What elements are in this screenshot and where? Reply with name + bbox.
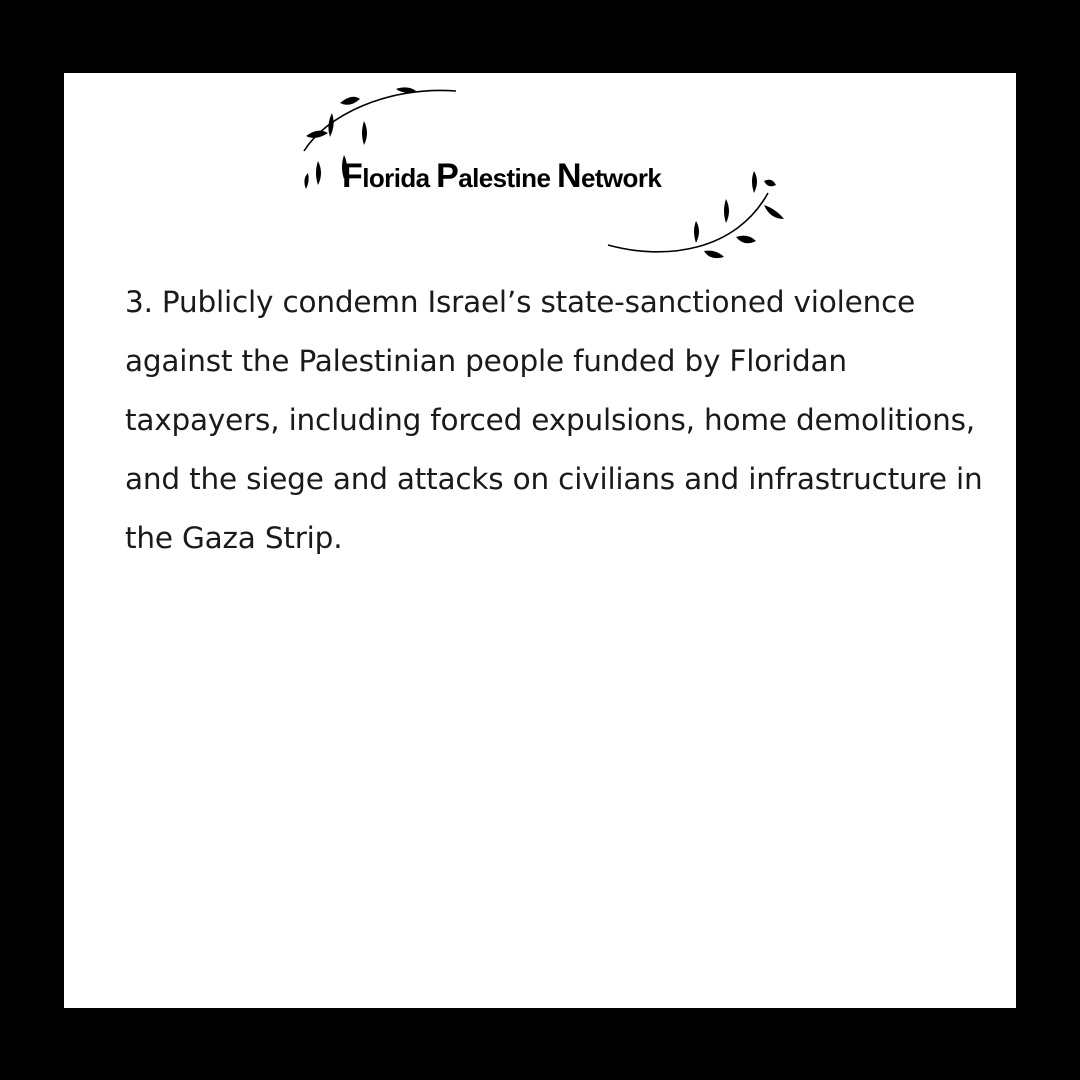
logo-cap-f: F [342,157,363,195]
logo-cap-p: P [436,157,459,195]
logo-word-network: etwork [581,163,662,193]
florida-palestine-network-logo [296,81,786,271]
logo-word-palestine: alestine [458,163,551,193]
logo-wordmark [342,157,661,196]
logo-word-florida: lorida [362,163,430,193]
demand-paragraph: 3. Publicly condemn Israel’s state-sanctioned violence against the Palestinian people funded by Floridan taxpayers, including forced expulsions, home demolitions, and the siege and attacks on civilians and infrastructure in the Gaza Strip. [125,285,983,555]
content-card [64,73,1016,1008]
logo-cap-n: N [556,157,582,195]
